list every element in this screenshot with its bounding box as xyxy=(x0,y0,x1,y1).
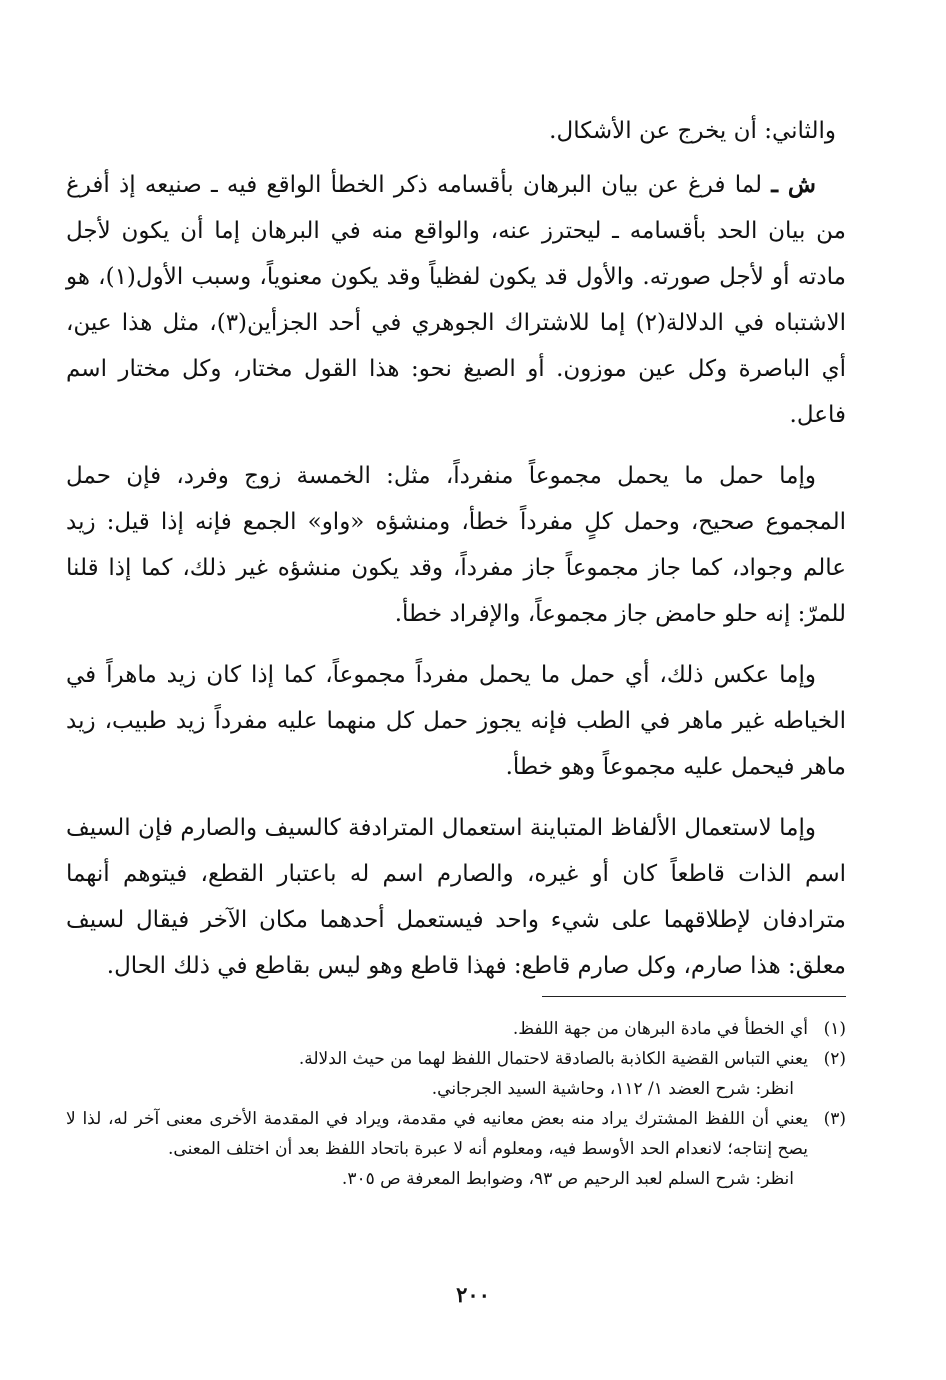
main-text xyxy=(66,108,846,1004)
footnote-text: يعني التباس القضية الكاذبة بالصادقة لاحتمال اللفظ لهما من حيث الدلالة. xyxy=(298,1049,808,1069)
footnote-1 xyxy=(66,1014,846,1044)
commentary-text: لما فرغ عن بيان البرهان بأقسامه ذكر الخطأ الواقع فيه ـ صنيعه إذ أفرغ من بيان الحد بأقسامه ـ ليحترز عنه، والواقع منه في البرهان إما أن يكون لأجل مادته أو لأجل صورته. والأول قد يكون لفظياً وقد يكون معنوياً، وسبب الأول(١)، هو الاشتباه في الدلالة(٢) إما للاشتراك الجوهري في أحد الجزأين(٣)، مثل هذا عين، أي الباصرة وكل عين موزون. أو الصيغ نحو: هذا القول مختار، وكل مختار اسم فاعل. xyxy=(66,172,847,428)
commentary-marker: ش ـ xyxy=(771,171,816,198)
paragraph-second-condition: والثاني: أن يخرج عن الأشكال. xyxy=(549,118,836,144)
footnote-3 xyxy=(66,1104,846,1164)
footnote-2-reference: انظر: شرح العضد ١/ ١١٢، وحاشية السيد الجرجاني. xyxy=(431,1079,794,1099)
footnote-2 xyxy=(66,1044,846,1074)
footnote-number: (١) xyxy=(823,1019,846,1039)
footnote-number: (٣) xyxy=(823,1109,846,1129)
footnotes xyxy=(66,1014,846,1194)
paragraph-inverse-predication: وإما عكس ذلك، أي حمل ما يحمل مفرداً مجموعاً، كما إذا كان زيد ماهراً في الخياطه غير ماهر في الطب فإنه يجوز حمل كل منهما عليه مفرداً زيد طبيب، زيد ماهر فيحمل عليه مجموعاً وهو خطأ. xyxy=(66,662,846,780)
paragraph-commentary xyxy=(66,162,846,438)
footnote-number: (٢) xyxy=(823,1049,846,1069)
paragraph-collective-predication: وإما حمل ما يحمل مجموعاً منفرداً، مثل: الخمسة زوج وفرد، فإن حمل المجموع صحيح، وحمل كلٍ مفرداً خطأ، ومنشؤه «واو» الجمع فإنه إذا قيل: زيد عالم وجواد، كما جاز مجموعاً جاز مفرداً، وقد يكون منشؤه غير ذلك، كما إذا قلنا للمرّ: إنه حلو حامض جاز مجموعاً، والإفراد خطأ. xyxy=(66,463,846,627)
paragraph-synonyms: وإما لاستعمال الألفاظ المتباينة استعمال المترادفة كالسيف والصارم فإن السيف اسم الذات قاطعاً كان أو غيره، والصارم اسم له باعتبار القطع، فيتوهم أنهما مترادفان لإطلاقهما على شيء واحد فيستعمل أحدهما مكان الآخر فيقال لسيف معلق: هذا صارم، وكل صارم قاطع: فهذا قاطع وهو ليس بقاطع في ذلك الحال. xyxy=(66,815,846,979)
footnote-3-reference: انظر: شرح السلم لعبد الرحيم ص ٩٣، وضوابط المعرفة ص ٣٠٥. xyxy=(341,1169,794,1189)
footnote-text: يعني أن اللفظ المشترك يراد منه بعض معانيه في مقدمة، ويراد في المقدمة الأخرى معنى آخر له، لذا لا يصح إنتاجه؛ لانعدام الحد الأوسط فيه، ومعلوم أنه لا عبرة باتحاد اللفظ بعد أن اختلف المعنى. xyxy=(66,1109,808,1159)
footnote-text: أي الخطأ في مادة البرهان من جهة اللفظ. xyxy=(512,1019,808,1039)
footnote-divider xyxy=(66,996,846,997)
page-number: ٢٠٠ xyxy=(456,1282,490,1307)
